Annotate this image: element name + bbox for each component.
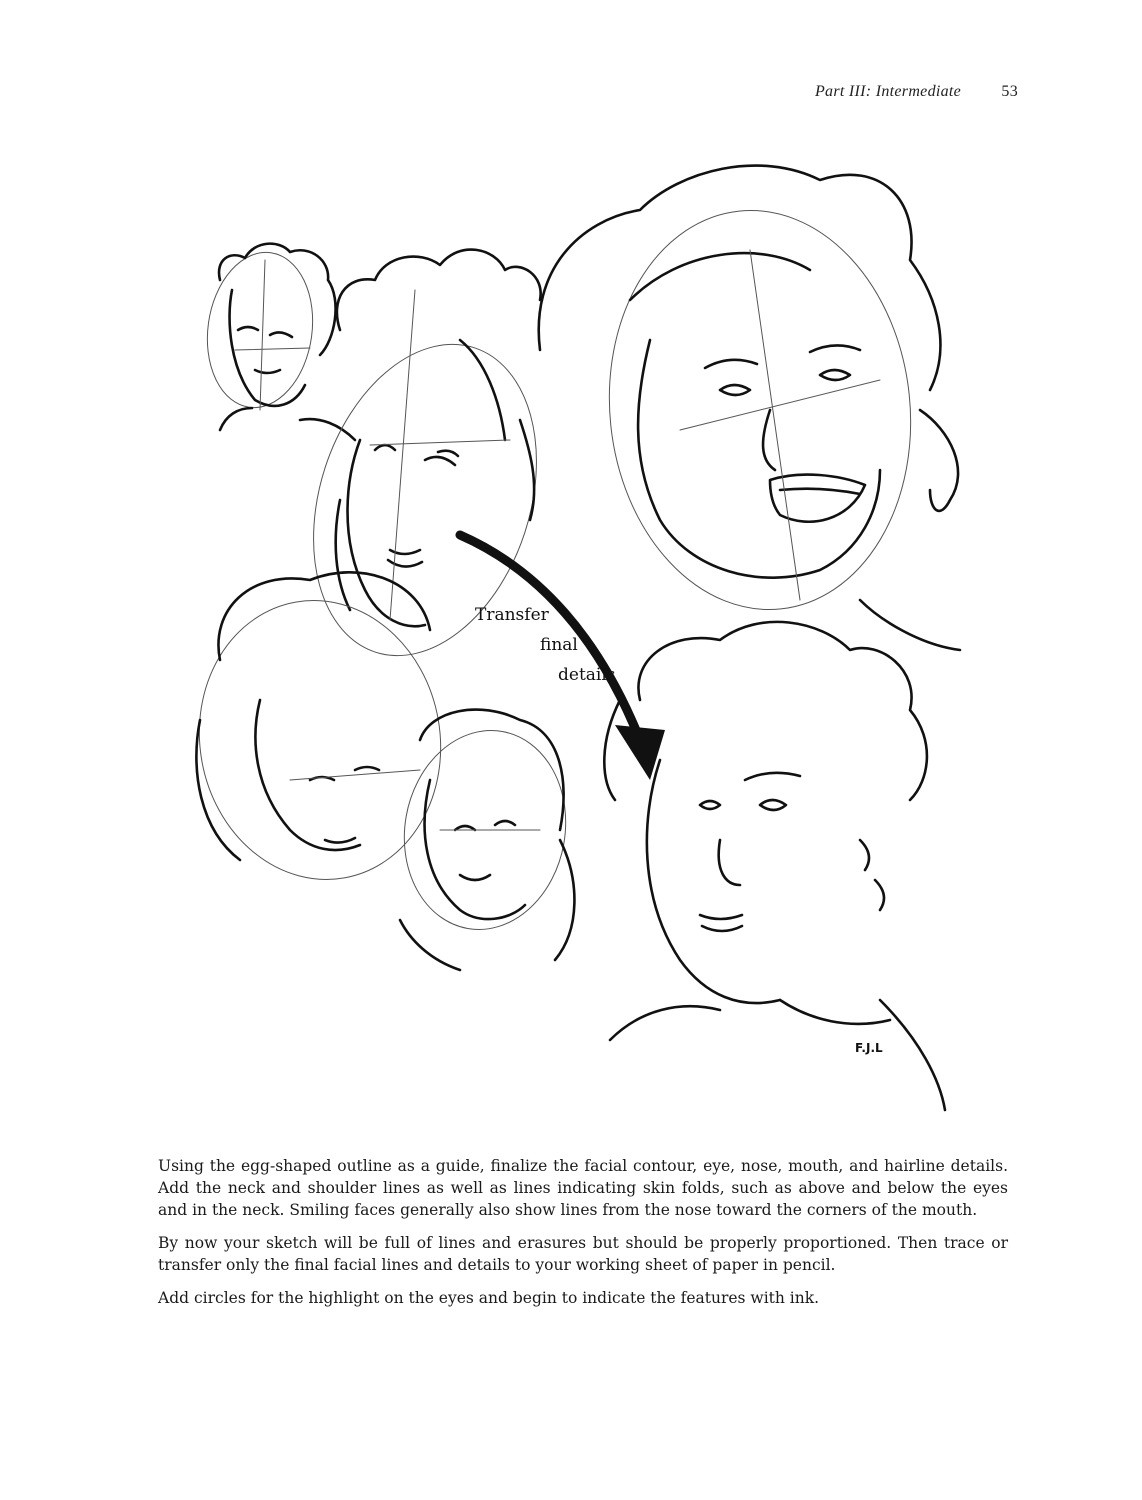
arrow-label-line-2: final: [540, 635, 578, 655]
paragraph-2: By now your sketch will be full of lines and erasures but should be properly proportioned. Then trace or transfer only the final facial lines and details to your working sheet of paper in pencil.: [158, 1234, 1008, 1274]
small-face-sketch: [198, 244, 355, 440]
arrow-label-line-3: details: [558, 665, 616, 685]
paragraph-1: Using the egg-shaped outline as a guide, finalize the facial contour, eye, nose, mouth, and hairline details. Add the neck and shoulder lines as well as lines indicating skin folds, such as above and below the eyes and in the neck. Smiling faces generally also show lines from the nose toward the corners of the mouth.: [158, 1157, 1008, 1219]
final-face-sketch: [604, 622, 945, 1110]
face-sketch-illustration: [160, 140, 1000, 1120]
large-face-sketch: [539, 166, 960, 650]
body-text: [158, 1155, 1008, 1320]
running-head: [815, 83, 1018, 101]
transfer-arrow: [460, 535, 665, 780]
arrow-label-line-1: Transfer: [475, 605, 549, 625]
paragraph-3: Add circles for the highlight on the eyes and begin to indicate the features with ink.: [158, 1289, 820, 1307]
artist-signature: F.J.L: [855, 1041, 883, 1055]
two-faces-sketch: [178, 572, 582, 970]
section-title: Part III: Intermediate: [814, 83, 962, 100]
page-number: 53: [1001, 83, 1018, 100]
